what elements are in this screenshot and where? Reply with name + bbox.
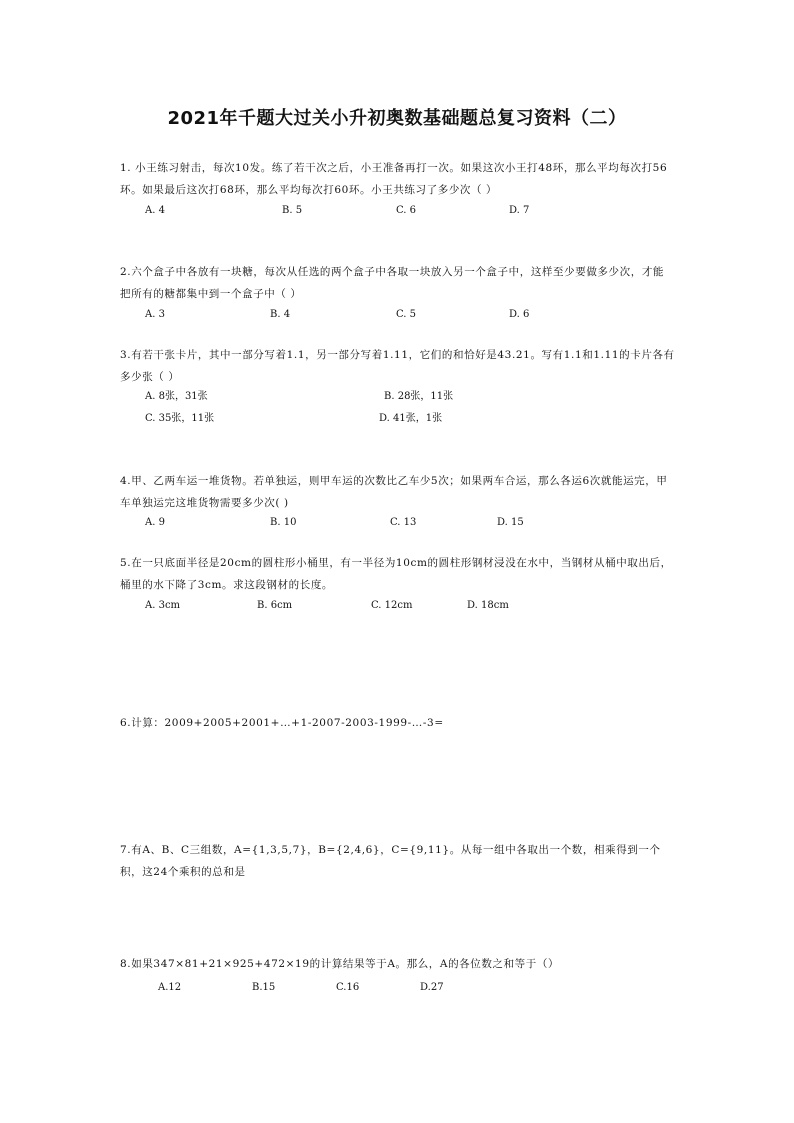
- q5-option-a: A. 3cm: [145, 600, 181, 611]
- document-title: 2021年千题大过关小升初奥数基础题总复习资料（二）: [167, 108, 627, 129]
- question-1-options: [0, 201, 794, 221]
- q5-option-c: C. 12cm: [371, 600, 413, 611]
- q1-option-a: A. 4: [145, 205, 165, 216]
- question-5-options: [0, 596, 794, 616]
- q1-option-b: B. 5: [282, 205, 303, 216]
- q4-option-a: A. 9: [145, 517, 165, 528]
- q2-option-c: C. 5: [396, 309, 417, 320]
- q3-option-a: A. 8张，31张: [145, 391, 208, 402]
- q8-option-b: B.15: [252, 982, 276, 993]
- question-2-text: 2.六个盒子中各放有一块糖，每次从任选的两个盒子中各取一块放入另一个盒子中，这样至少要做多少次，才能把所有的糖都集中到一个盒子中（ ）: [120, 266, 665, 300]
- question-4-text: 4.甲、乙两车运一堆货物。若单独运，则甲车运的次数比乙车少5次；如果两车合运，那么各运6次就能运完，甲车单独运完这堆货物需要多少次( ): [120, 475, 668, 509]
- q2-option-b: B. 4: [270, 309, 291, 320]
- question-5-text: 5.在一只底面半径是20cm的圆柱形小桶里，有一半径为10cm的圆柱形钢材浸没在水中，当钢材从桶中取出后，桶里的水下降了3cm。求这段钢材的长度。: [120, 557, 672, 591]
- q1-option-c: C. 6: [396, 205, 417, 216]
- q1-option-d: D. 7: [509, 205, 530, 216]
- q8-option-d: D.27: [420, 982, 444, 993]
- q2-option-d: D. 6: [509, 309, 530, 320]
- question-4-options: [0, 513, 794, 533]
- question-1-text: 1. 小王练习射击，每次10发。练了若干次之后，小王准备再打一次。如果这次小王打48环，那么平均每次打56环。如果最后这次打68环，那么平均每次打60环。小王共练习了多少次（ ）: [120, 162, 668, 196]
- question-3-text: 3.有若干张卡片，其中一部分写着1.1，另一部分写着1.11，它们的和恰好是43.21。写有1.1和1.11的卡片各有多少张（ ）: [120, 349, 675, 383]
- q2-option-a: A. 3: [145, 309, 165, 320]
- q3-option-b: B. 28张，11张: [384, 391, 454, 402]
- question-7-text: 7.有A、B、C三组数，A={1,3,5,7}，B={2,4,6}，C={9,11}。从每一组中各取出一个数，相乘得到一个积，这24个乘积的总和是: [120, 844, 661, 878]
- q8-option-c: C.16: [336, 982, 360, 993]
- question-8-text: 8.如果347×81+21×925+472×19的计算结果等于A。那么，A的各位数之和等于（）: [120, 958, 560, 970]
- q4-option-b: B. 10: [270, 517, 297, 528]
- q4-option-d: D. 15: [497, 517, 524, 528]
- q3-option-c: C. 35张，11张: [145, 413, 215, 424]
- q8-option-a: A.12: [158, 982, 182, 993]
- q5-option-d: D. 18cm: [467, 600, 509, 611]
- q5-option-b: B. 6cm: [257, 600, 293, 611]
- q4-option-c: C. 13: [390, 517, 417, 528]
- question-6-text: 6.计算：2009+2005+2001+…+1-2007-2003-1999-…-3=: [120, 717, 444, 729]
- question-8-options: [0, 978, 794, 998]
- question-2-options: [0, 305, 794, 325]
- question-3-options-row2: [0, 409, 794, 429]
- q3-option-d: D. 41张，1张: [379, 413, 443, 424]
- question-3-options-row1: [0, 387, 794, 407]
